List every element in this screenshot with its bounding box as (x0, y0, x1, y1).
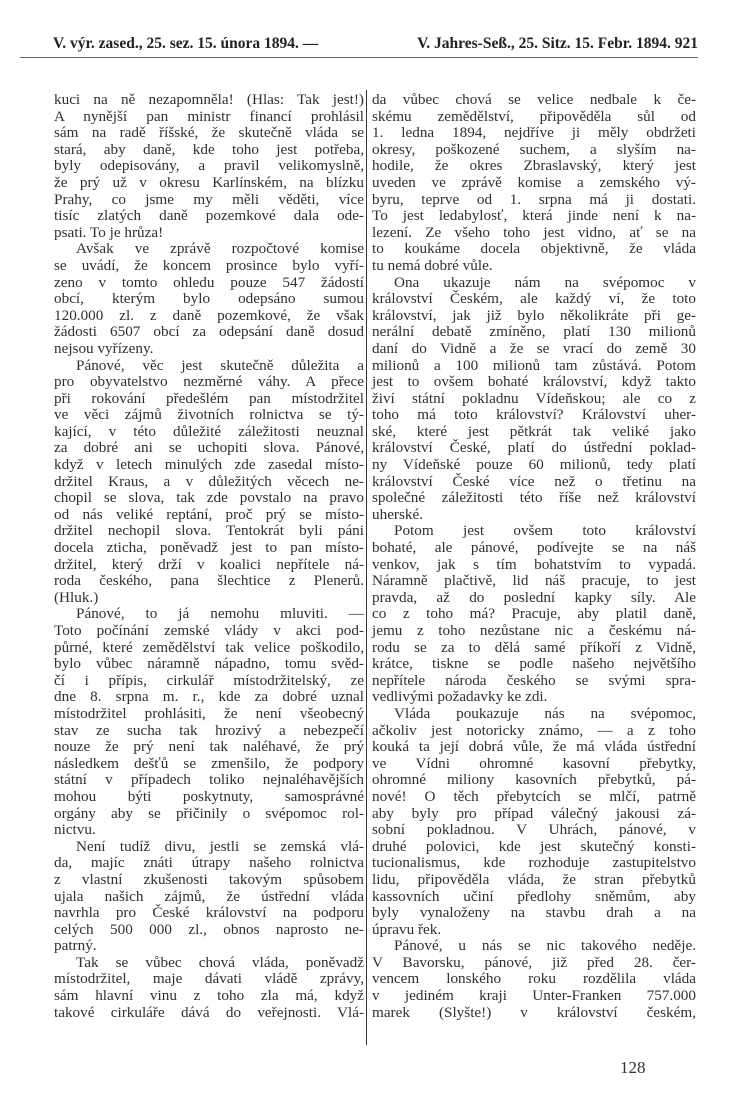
text-line: nové! O těch přebytcích se mlčí, patrně (372, 787, 696, 805)
text-line: daní do Vidně a že se vrací do země 30 (372, 339, 696, 357)
text-line: Pánové, u nás se nic takového neděje. (394, 937, 696, 955)
text-line: sám hlavní vinu z toho zla má, když (54, 987, 364, 1005)
text-line: půrné, které zemědělství tak velice poškodilo, (54, 638, 364, 656)
text-line: obcí, kterým bylo odepsáno sumou (54, 290, 364, 308)
text-line: držitel nechopil slova. Tentokrát byli páni (54, 522, 364, 540)
text-line: kuci na ně nezapomněla! (Hlas: Tak jest!) (54, 91, 364, 108)
text-line: ačkoliv jest notoricky známo, — a z toho (372, 721, 696, 739)
text-line: Není tudíž divu, jestli se zemská vlá- (76, 837, 364, 855)
text-line: chopil se slova, tak zde povstalo na pravo (54, 489, 364, 507)
text-line: Toto počínání zemské vlády v akci pod- (54, 622, 364, 639)
text-line: sobní pokladnou. V Uhrách, pánové, v (372, 821, 696, 839)
text-line: jemu z toho nezůstane nic a českému ná- (372, 622, 696, 639)
text-line: mohou býti poskytnuty, samosprávné (54, 787, 364, 805)
text-line: lezení. Ze všeho toho jest vidno, ať se na (372, 223, 696, 241)
text-line: Pánové, to já nemohu mluviti. — (76, 605, 364, 623)
text-line: V Bavorsku, pánové, již před 28. čer- (372, 953, 696, 971)
text-line: držitel Kraus, a v důležitých věcech ne- (54, 472, 364, 490)
text-line: kouká ta její dobrá vůle, že má vláda ústřední (372, 738, 696, 756)
header-czech: V. výr. zased., 25. sez. 15. února 1894. — (53, 35, 319, 52)
text-line: v jediném kraji Unter-Franken 757.000 (372, 987, 696, 1005)
text-line: Ona ukazuje nám na svépomoc v (394, 273, 696, 291)
text-line: nerální debatě zmíněno, platí 130 milionů (372, 323, 696, 341)
header-german: V. Jahres-Seß., 25. Sitz. 15. Febr. 1894. 921 (417, 35, 698, 52)
right-column (372, 92, 696, 1021)
text-line: nictvu. (54, 821, 96, 839)
text-line: pro obyvatelstvo nezměrné váhy. A přece (54, 373, 364, 391)
text-line: okresy, poškozené suchem, a slyším na- (372, 140, 696, 158)
text-line: (Hluk.) (54, 588, 99, 606)
text-line: čí i přípis, cirkulář místodržitelský, ze (54, 671, 364, 689)
text-line: kassovních učiní předlohy sněmům, aby (372, 887, 696, 905)
text-line: společné záležitosti této říše než království (372, 489, 696, 507)
text-line: rodu se za to dělá samé příkoří z Vidně, (372, 638, 696, 656)
text-line: orgány aby se přičinily o svépomoc rol- (54, 804, 364, 822)
text-line: roda českého, pana šlechtice z Plenerů. (54, 572, 364, 590)
text-line: dne 8. srpna m. r., kde za dobré uznal (54, 688, 364, 706)
text-line: co z toho má? Pracuje, aby platil daně, (372, 605, 696, 623)
text-line: 120.000 zl. z daně pozemkové, že však (54, 306, 364, 324)
text-line: da vůbec chová se velice nedbale k če- (372, 91, 696, 108)
text-line: pravda, až do poslední kapky síly. Ale (372, 588, 696, 606)
text-line: lidu, připověděla vláda, že stran přebytků (372, 870, 696, 888)
text-line: krátce, tiskne se podle našeho největšího (372, 655, 696, 673)
text-line: že prý už v okresu Karlínském, na blízku (54, 173, 364, 191)
text-line: při rokování předešlém pan místodržitel (54, 389, 364, 407)
text-line: 1. ledna 1894, nejdříve ji měly obdržeti (372, 124, 696, 142)
text-line: od nás veliké reptání, proč prý se místo- (54, 505, 364, 523)
text-line: zeno v tomto ohledu pouze 547 žádostí (54, 273, 364, 291)
text-line: Pánové, věc jest skutečně důležita a (76, 356, 364, 374)
text-line: aby byly pro případ válečný jakousi zá- (372, 804, 696, 822)
text-line: sám na radě říšské, že skutečně vláda se (54, 124, 364, 142)
text-line: tucionalismus, kde rozhoduje zastupitelstvo (372, 854, 696, 872)
text-line: uherské. (372, 505, 424, 523)
text-line: byly odepisovány, a pravil velikomyslně, (54, 157, 364, 175)
text-line: ské, které jest pětkrát tak veliké jako (372, 422, 696, 440)
text-line: nepřítele národa českého se svými spra- (372, 671, 696, 689)
text-line: ve Vídni ohromné kasovní přebytky, (372, 754, 696, 772)
text-line: se uvádí, že koncem prosince bylo vyří- (54, 256, 364, 274)
text-line: Prahy, co jsme my měli věděti, více (54, 190, 364, 208)
text-line: celých 500 000 zl., obnos naprosto ne- (54, 920, 364, 938)
text-line: následkem dešťů se zmenšilo, že podpory (54, 754, 364, 772)
text-line: živí státní pokladnu Vídeňskou; ale co z (372, 389, 696, 407)
text-line: venkov, jak s tím bohatstvím to vypadá. (372, 555, 696, 573)
text-line: uveden ve zprávě komise a zemského vý- (372, 173, 696, 191)
running-header (53, 34, 698, 54)
text-line: tisíc zlatých daně pozemkové dala ode- (54, 207, 364, 225)
text-line: A nynější pan ministr financí prohlásil (54, 107, 364, 125)
text-line: Potom jest ovšem toto království (394, 522, 696, 540)
text-line: jest to ovšem bohaté království, když takto (372, 373, 696, 391)
text-line: ohromné miliony kasovních přebytků, pá- (372, 771, 696, 789)
text-line: patrný. (54, 937, 97, 955)
text-line: stav ze sucha tak hrozivý a nebezpečí (54, 721, 364, 739)
text-line: byly vynaloženy na stavbu drah a na (372, 904, 696, 922)
text-line: milionů a 100 milionů tam zůstává. Potom (372, 356, 696, 374)
text-line: stará, aby daně, kde toho jest potřeba, (54, 140, 364, 158)
text-line: vedlivými požadavky ke zdi. (372, 688, 548, 706)
text-line: skému zemědělství, připověděla sůl od (372, 107, 696, 125)
text-line: žádosti 6507 obcí za odepsání daně dosud (54, 323, 364, 341)
text-line: království, jak již bylo několikráte při ge- (372, 306, 696, 324)
text-line: docela zticha, poněvadž jest to pan místo- (54, 539, 364, 557)
text-line: Vláda poukazuje nás na svépomoc, (394, 704, 696, 722)
text-line: kající, v této důležité záležitosti neuznal (54, 422, 364, 440)
text-line: nouze že prý není tak naléhavé, že prý (54, 738, 364, 756)
text-line: ujala našich zájmů, že ústřední vláda (54, 887, 364, 905)
text-line: to koukáme docela objektivně, že vláda (372, 240, 696, 258)
text-line: z vlastní zkušenosti takovým spůsobem (54, 870, 364, 888)
header-rule (20, 57, 698, 58)
text-line: Náramně plačtivě, lid náš pracuje, to jest (372, 572, 696, 590)
text-line: Avšak ve zprávě rozpočtové komise (76, 240, 364, 258)
text-line: za dobré ani se uchopiti slova. Pánové, (54, 439, 364, 457)
text-line: da, majíc znáti útrapy našeho rolnictva (54, 854, 364, 872)
text-line: byru, teprve od 1. srpna má ji dostati. (372, 190, 696, 208)
text-line: Tak se vůbec chová vláda, poněvadž (76, 953, 364, 971)
text-line: vencem lonského roku rozdělila vláda (372, 970, 696, 988)
text-line: marek (Slyšte!) v království českém, (372, 1003, 696, 1021)
text-line: To jest ledabylosť, která jinde není k na- (372, 207, 696, 225)
text-line: místodržitel prohlásiti, že není všeobecný (54, 704, 364, 722)
signature-number: 128 (620, 1058, 646, 1077)
text-line: toho má toto království? Království uher- (372, 406, 696, 424)
text-line: bylo vůbec náramně nápadno, tomu svěd- (54, 655, 364, 673)
left-column (54, 92, 364, 1021)
column-divider (366, 90, 367, 1045)
text-line: druhé polovici, kde jest skutečný konsti- (372, 837, 696, 855)
text-line: psati. To je hrůza! (54, 223, 164, 241)
text-line: když v letech minulých zde zasedal místo- (54, 456, 364, 474)
text-line: ve věci zájmů životních rolnictva se tý- (54, 406, 364, 424)
text-line: bohaté, ale pánové, podívejte se na náš (372, 539, 696, 557)
text-line: státní v případech toliko nejnaléhavějších (54, 771, 364, 789)
text-line: úpravu řek. (372, 920, 442, 938)
text-line: království České více než o třetinu na (372, 472, 696, 490)
text-line: takové cirkuláře dává do veřejnosti. Vlá- (54, 1003, 364, 1021)
text-line: tu nemá dobré vůle. (372, 256, 493, 274)
text-line: hodile, že okres Zbraslavský, který jest (372, 157, 696, 175)
text-line: království Českém, ale každý ví, že toto (372, 290, 696, 308)
text-line: navrhla pro České království na podporu (54, 904, 364, 922)
text-line: nejsou vyřízeny. (54, 339, 154, 357)
text-line: místodržitel, maje dávati vládě zprávy, (54, 970, 364, 988)
text-line: držitel, který drží v koalici nepřítele ná- (54, 555, 364, 573)
text-line: království České, platí do ústřední poklad- (372, 439, 696, 457)
text-line: ny Vídeňské pouze 60 milionů, tedy platí (372, 456, 696, 474)
